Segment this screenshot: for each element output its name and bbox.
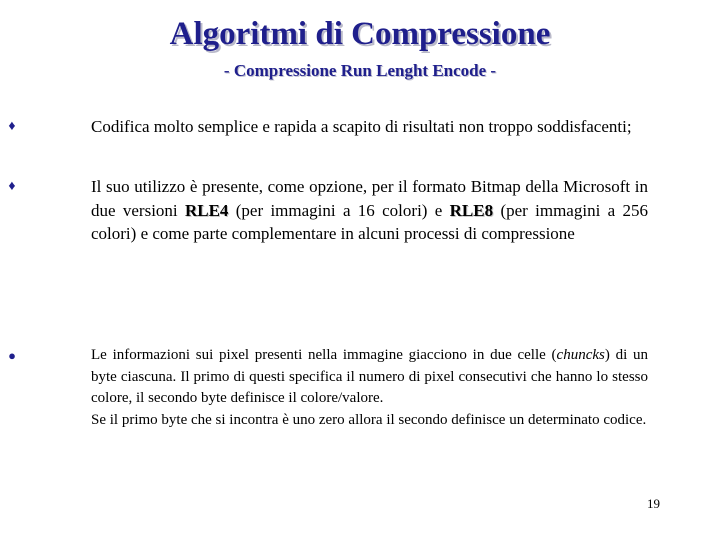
diamond-bullet-icon: ♦ (8, 179, 16, 194)
bullet-text: Le informazioni sui pixel presenti nella immagine giacciono in due celle ( (91, 347, 557, 363)
bullet-text: (per immagini a 256 colori) e come parte complementare in alcuni processi di compressione (91, 200, 648, 243)
bullet-text: Il suo utilizzo è presente, come opzione, per il formato Bitmap della Microsoft in due versioni (91, 177, 648, 220)
round-bullet-icon: ● (8, 348, 16, 363)
bullet-text: ) di un byte ciascuna. Il primo di questi specifica il numero di pixel consecutivi che hanno lo stesso colore, il secondo byte definisce il colore/valore. (91, 347, 648, 406)
diamond-bullet-icon: ♦ (8, 119, 16, 134)
page-number: 19 (647, 496, 660, 511)
bullet-text: (per immagini a 16 colori) e (228, 200, 450, 220)
format-name-rle8: RLE8 (449, 200, 494, 220)
slide-title: Algoritmi di Compressione (169, 16, 551, 52)
format-name-rle4: RLE4 (184, 200, 229, 220)
bullet-item-3 (8, 345, 648, 431)
bullet-paragraph: Se il primo byte che si incontra è uno zero allora il secondo definisce un determinato codice. (91, 411, 647, 428)
term-chuncks: chuncks (556, 347, 605, 363)
slide-subtitle: - Compressione Run Lenght Encode - (223, 61, 497, 80)
bullet-item-2 (8, 175, 648, 246)
bullet-text: Codifica molto semplice e rapida a scapito di risultati non troppo soddisfacenti; (91, 117, 632, 136)
bullet-item-1 (8, 115, 648, 139)
